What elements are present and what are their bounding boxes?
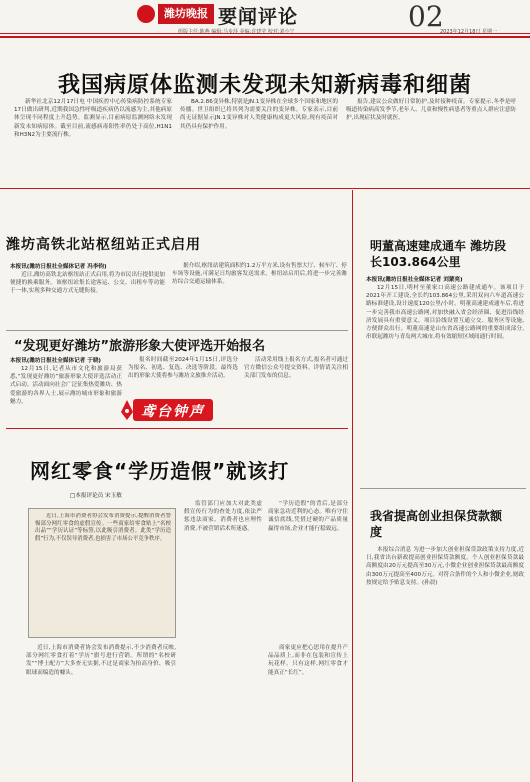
page-number: 02 (408, 0, 444, 33)
newspaper-logo-icon (137, 5, 155, 23)
article1-headline: 潍坊高铁北站枢纽站正式启用 (6, 237, 201, 253)
lead-column-3: 报告,建议公众做好日常防护,及时接种疫苗。专家提示,冬季是呼吸道传染病高发季节,老年人、儿童和慢性病患者等重点人群应注意防护,出现症状及时就医。 (346, 99, 516, 122)
section-title: 要闻评论 (218, 6, 299, 28)
article4-headline: 我省提高创业担保贷款额度 (370, 509, 503, 539)
article3-body: 12月15日,明村至董家口高速公路建成通车。该项目于2021年开工建设,全长约103.864公里,采用双向六车道高速公路标准建设,设计速度120公里/小时。明董高速建成通车后,将进一步完善我市高速公路网,对加快融入省会经济圈、促进沿线经济发展具有重要意义。项目沿线设置互通立交、服务区等设施,方便群众出行。明董高速是山东省高速公路网的重要组成部分,串联起潍坊与青岛两大城市,将有效缩短区域间通行时间。 (366, 285, 524, 341)
brand-label: 潍坊晚报 (158, 4, 214, 24)
column-col-4: 商家更应把心思用在提升产品品质上,而非在包装和宣传上玩花样。只有这样,网红零食才能真正“长红”。 (268, 645, 348, 676)
article2-column-2: 报名时间截至2024年1月15日,评选分为报名、初选、复选、决选等阶段。最终选出的形象大使将参与潍坊文旅推介活动。 (128, 357, 238, 380)
article1-column-2: 据介绍,枢纽站建筑面积约1.2万平方米,设有售票大厅、候车厅、停车场等设施,可满足日均旅客发送需求。枢纽站启用后,将进一步完善潍坊综合交通运输体系。 (172, 263, 347, 286)
column-essay-text: 近日,上海市消费者协会发布消费提示,提醒消费者警惕部分网红零食的虚假宣传。一些商家给零食贴上“名校出品”“学历认证”等标签,以此吸引消费者。此类“学历造假”行为,不仅误导消费者,也损害了市场公平竞争秩序。 (35, 513, 171, 542)
article3-headline: 明董高速建成通车 潍坊段长103.864公里 (370, 239, 507, 269)
article1-byline: 本报讯(潍坊日报社全媒体记者 冯李钧) (10, 264, 107, 270)
column-headline: 网红零食“学历造假”就该打 (30, 459, 290, 483)
article2-column-1: 12月15日,记者从市文化和旅游局获悉,“发现更好潍坊”旅游形象大使评选活动正式启动。活动面向社会广泛征集热爱潍坊、热爱旅游的各界人士,展示潍坊城市形象和旅游魅力。 (10, 366, 122, 405)
article2-headline: “发现更好潍坊”旅游形象大使评选开始报名 (14, 339, 266, 354)
column-col-3: “学历造假”的背后,是部分商家急功近利的心态。唯有守住诚信底线,凭借过硬的产品质量赢得市场,企业才能行稳致远。 (268, 501, 348, 532)
date-line: 2023年12月18日 星期一 (440, 29, 498, 35)
credits-line: 组版主任:陈燕 编辑:马步莎 美编:许建莹 校对:刘小宁 (178, 29, 295, 35)
column-col-1: 近日,上海市消费者协会发布消费提示,不少消费者反映,部分网红零食打着“学历”旗号进行营销。所谓的“名校研发”“博士配方”大多查无实据,不过是商家为抬高身价、吸引眼球而编造的噱头。 (26, 645, 176, 676)
article2-byline: 本报讯(潍坊日报社全媒体记者 于晓) (10, 358, 101, 364)
lead-column-2: BA.2.86变异株,特别是JN.1变异株在全球多个国家和地区的传播。世卫组织已将其列为需要关注的变异株。专家表示,目前尚无证据显示JN.1变异株对人类健康构成更大风险,现有疫苗对其仍具有保护作用。 (180, 99, 338, 130)
column-banner-label: 鸢台钟声 (141, 404, 205, 420)
column-col-2: 监管部门应加大对此类虚假宣传行为的查处力度,依法严惩违法商家。消费者也应理性消费,不被营销话术所迷惑。 (184, 501, 262, 532)
article4-body: 本报综合消息 为进一步加大创业担保贷款政策支持力度,近日,我省出台新政提高创业担保贷款额度。个人创业担保贷款最高额度由20万元提高至30万元,小微企业创业担保贷款最高额度由300万元提高至400万元。对符合条件的个人和小微企业,财政按规定给予贴息支持。(孙晨) (366, 547, 524, 586)
article2-column-3: 活动采用线上报名方式,报名者可通过官方微信公众号提交资料。详情请关注相关部门发布的信息。 (244, 357, 348, 380)
lead-column-1: 新华社北京12月17日电 中国疾控中心传染病防控系统专家17日做出研判,近期我国急性呼吸道疾病仍以流感为主,其他病原体呈现不同程度上升趋势。监测显示,目前病原监测网络未发现新发未知病原体。截至目前,流感病毒阳性率仍处于高位,H1N1和H3N2为主要流行株。 (14, 99, 172, 138)
column-photo-caption-box (28, 508, 176, 638)
article1-column-1: 近日,潍坊高铁北站枢纽站正式启用,将为市民出行提供更加便捷的换乘服务。该枢纽站集长途客运、公交、出租车等功能于一体,实现多种交通方式无缝衔接。 (10, 272, 165, 295)
column-byline: □本报评论员 宋玉敏 (70, 493, 122, 499)
pen-nib-icon (120, 400, 134, 420)
masthead (0, 0, 530, 34)
lead-headline: 我国病原体监测未发现未知新病毒和细菌 (57, 73, 472, 98)
article3-byline: 本报讯(潍坊日报社全媒体记者 刘蒙亮) (366, 277, 463, 283)
